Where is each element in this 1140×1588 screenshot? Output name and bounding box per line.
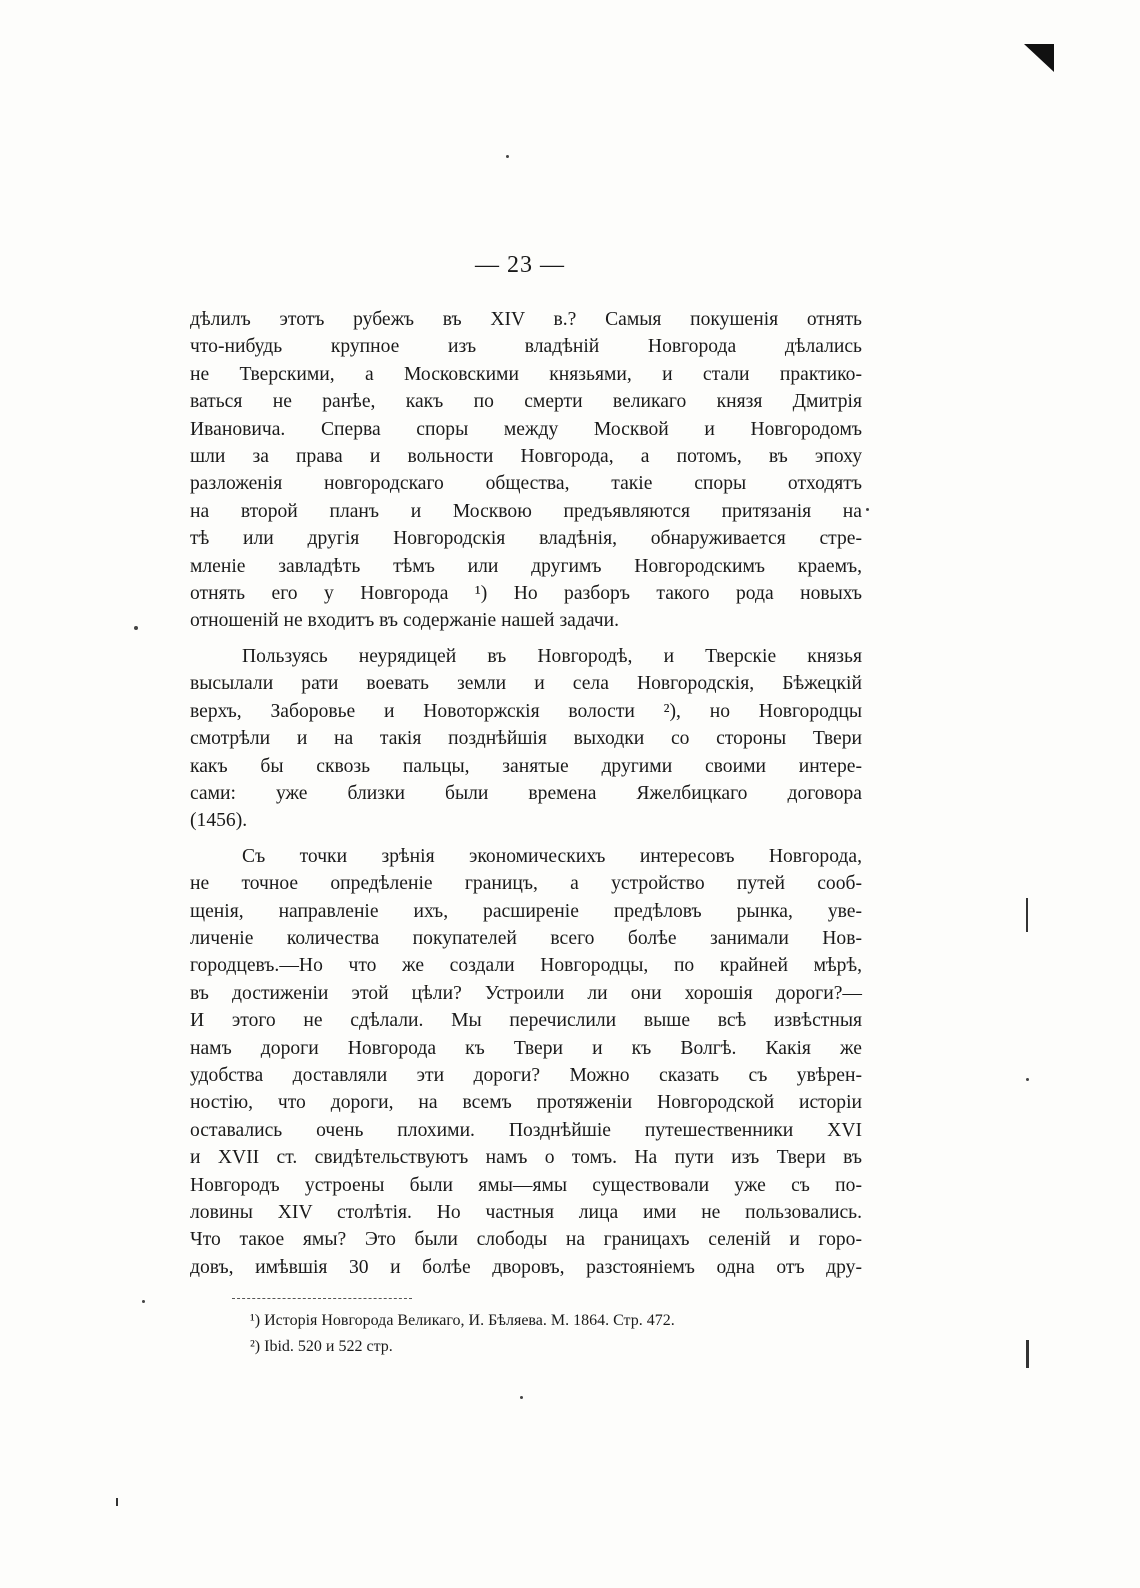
text-line: отнять его у Новгорода ¹) Но разборъ такого рода новыхъ	[190, 583, 862, 605]
text-line: городцевъ.—Но что же создали Новгородцы, по крайней мѣрѣ,	[190, 955, 862, 977]
scan-speck	[520, 1396, 523, 1399]
text-line: дѣлилъ этотъ рубежъ въ XIV в.? Самыя покушенія отнять	[190, 309, 862, 330]
text-line: оставались очень плохими. Позднѣйшіе путешественники XVI	[190, 1119, 862, 1141]
text-line: разложенія новгородскаго общества, такіе споры отходятъ	[190, 473, 862, 495]
text-line: щенія, направленіе ихъ, расширеніе предѣловъ рынка, уве-	[190, 900, 862, 922]
text-line: верхъ, Заборовье и Новоторжскія волости ²), но Новгородцы	[190, 700, 862, 722]
text-line: довъ, имѣвшія 30 и болѣе дворовъ, разстояніемъ одна отъ дру-	[190, 1256, 862, 1278]
page-number: — 23 —	[475, 252, 565, 278]
text-line: тѣ или другія Новгородскія владѣнія, обнаруживается стре-	[190, 528, 862, 550]
text-line: отношеній не входитъ въ содержаніе нашей задачи.	[190, 610, 619, 632]
scan-mark	[1026, 1340, 1029, 1368]
text-line: въ достиженіи этой цѣли? Устроили ли они хорошія дороги?—	[190, 982, 862, 1004]
footnote-separator	[232, 1298, 412, 1299]
text-line: И этого не сдѣлали. Мы перечислили выше всѣ извѣстныя	[190, 1010, 862, 1032]
scan-speck	[134, 626, 138, 630]
text-line: личеніе количества покупателей всего болѣе занимали Нов-	[190, 927, 862, 949]
text-line: на второй планъ и Москвою предъявляются притязанія на	[190, 500, 862, 522]
text-line: намъ дороги Новгорода къ Твери и къ Волгѣ. Какія же	[190, 1037, 862, 1059]
text-line: высылали рати воевать земли и села Новгородскія, Бѣжецкій	[190, 673, 862, 695]
scan-mark	[1026, 898, 1028, 932]
text-line: Съ точки зрѣнія экономическихъ интересовъ Новгорода,	[242, 845, 862, 867]
scan-corner-mark	[1024, 44, 1054, 72]
text-line: шли за права и вольности Новгорода, а потомъ, въ эпоху	[190, 446, 862, 468]
text-line: какъ бы сквозь пальцы, занятые другими своими интере-	[190, 755, 862, 777]
scan-speck	[1026, 1078, 1029, 1081]
text-line: ваться не ранѣе, какъ по смерти великаго князя Дмитрія	[190, 391, 862, 413]
text-line: что-нибудь крупное изъ владѣній Новгорода дѣлались	[190, 336, 862, 358]
text-line: (1456).	[190, 810, 248, 832]
scan-speck	[142, 1300, 145, 1303]
text-line: ловины XIV столѣтія. Но частныя лица ими не пользовались.	[190, 1202, 862, 1223]
text-line: удобства доставляли эти дороги? Можно сказать съ увѣрен-	[190, 1064, 862, 1086]
scan-mark	[116, 1498, 118, 1506]
body-text	[190, 306, 862, 1281]
footnotes	[250, 1308, 870, 1360]
text-line: ностію, что дороги, на всемъ протяженіи Новгородской исторіи	[190, 1092, 862, 1114]
text-line: и XVII ст. свидѣтельствуютъ намъ о томъ. На пути изъ Твери въ	[190, 1147, 862, 1169]
text-line: не точное опредѣленіе границъ, а устройство путей сооб-	[190, 873, 862, 895]
text-line: мленіе завладѣть тѣмъ или другимъ Новгородскимъ краемъ,	[190, 555, 862, 577]
footnote: ²) Ibid. 520 и 522 стр.	[250, 1338, 393, 1355]
text-line: Ивановича. Сперва споры между Москвой и Новгородомъ	[190, 418, 862, 440]
text-line: сами: уже близки были времена Яжелбицкаго договора	[190, 782, 862, 804]
scan-speck	[866, 508, 869, 511]
text-line: не Тверскими, а Московскими князьями, и стали практико-	[190, 363, 862, 385]
text-line: Пользуясь неурядицей въ Новгородѣ, и Тверскіе князья	[242, 645, 862, 667]
footnote: ¹) Исторія Новгорода Великаго, И. Бѣляева. М. 1864. Стр. 472.	[250, 1312, 675, 1329]
text-line: смотрѣли и на такія позднѣйшія выходки со стороны Твери	[190, 728, 862, 750]
scan-speck	[506, 155, 509, 158]
text-line: Новгородъ устроены были ямы—ямы существовали уже съ по-	[190, 1174, 862, 1196]
text-line: Что такое ямы? Это были слободы на границахъ селеній и горо-	[190, 1229, 862, 1251]
